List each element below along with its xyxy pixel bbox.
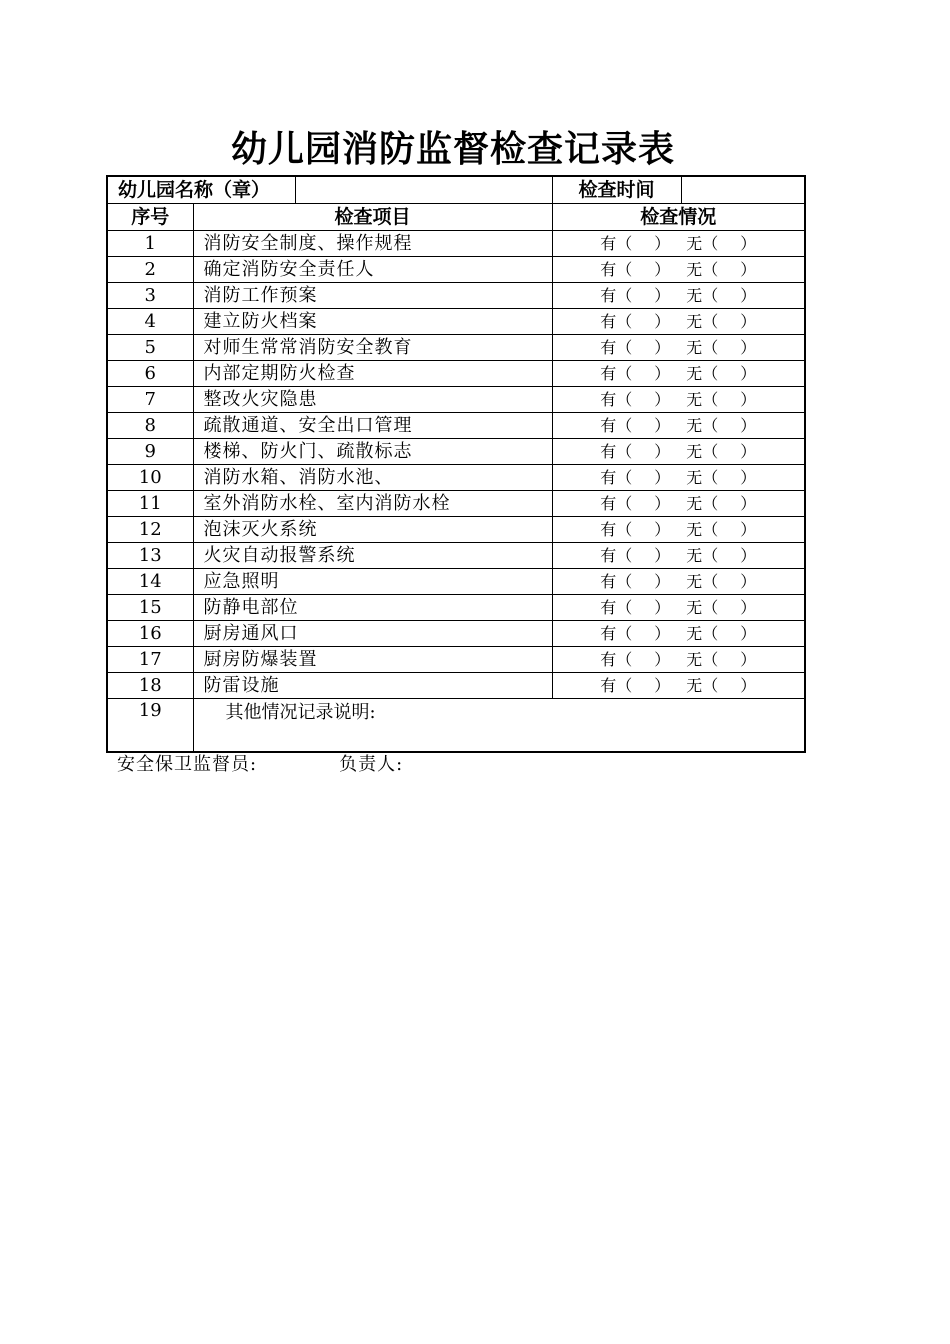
status-no-close: ）: [740, 363, 757, 383]
row-status[interactable]: [552, 257, 805, 283]
row-status[interactable]: [552, 335, 805, 361]
status-no-close: ）: [740, 337, 757, 357]
table-row: [107, 231, 805, 257]
status-no-label: 无（: [686, 259, 719, 279]
other-notes-field[interactable]: [193, 699, 805, 753]
status-yes-close: ）: [654, 597, 671, 617]
row-index: 12: [107, 517, 193, 543]
status-yes-label: 有（: [600, 467, 633, 487]
status-no-close: ）: [740, 519, 757, 539]
status-no-label: 无（: [686, 545, 719, 565]
row-status[interactable]: [552, 309, 805, 335]
row-status[interactable]: [552, 231, 805, 257]
status-no-close: ）: [740, 311, 757, 331]
table-row: [107, 673, 805, 699]
status-yes-label: 有（: [600, 571, 633, 591]
row-index: 11: [107, 491, 193, 517]
status-no-label: 无（: [686, 623, 719, 643]
inspection-time-label: 检查时间: [552, 176, 681, 204]
status-yes-close: ）: [654, 675, 671, 695]
other-notes-label: 其他情况记录说明:: [225, 702, 376, 723]
row-index: 1: [107, 231, 193, 257]
status-no-label: 无（: [686, 675, 719, 695]
row-index: 6: [107, 361, 193, 387]
status-no-label: 无（: [686, 389, 719, 409]
status-yes-label: 有（: [600, 675, 633, 695]
status-yes-label: 有（: [600, 285, 633, 305]
status-yes-close: ）: [654, 571, 671, 591]
row-item: 防静电部位: [193, 595, 552, 621]
row-item: 楼梯、防火门、疏散标志: [193, 439, 552, 465]
row-item: 消防水箱、消防水池、: [193, 465, 552, 491]
inspection-rows: [107, 231, 805, 699]
status-yes-close: ）: [654, 363, 671, 383]
row-status[interactable]: [552, 595, 805, 621]
status-yes-label: 有（: [600, 493, 633, 513]
table-row: [107, 257, 805, 283]
row-index: 17: [107, 647, 193, 673]
row-item: 确定消防安全责任人: [193, 257, 552, 283]
status-yes-close: ）: [654, 649, 671, 669]
row-item: 内部定期防火检查: [193, 361, 552, 387]
row-index: 3: [107, 283, 193, 309]
status-no-label: 无（: [686, 597, 719, 617]
table-row: [107, 595, 805, 621]
inspector-label: 安全保卫监督员:: [117, 754, 258, 775]
signature-line: [117, 753, 403, 777]
status-yes-close: ）: [654, 311, 671, 331]
status-no-close: ）: [740, 259, 757, 279]
row-status[interactable]: [552, 413, 805, 439]
status-no-close: ）: [740, 597, 757, 617]
status-yes-label: 有（: [600, 415, 633, 435]
header-row: [107, 176, 805, 204]
status-no-close: ）: [740, 623, 757, 643]
table-row: [107, 335, 805, 361]
status-yes-close: ）: [654, 467, 671, 487]
row-item: 室外消防水栓、室内消防水栓: [193, 491, 552, 517]
status-yes-close: ）: [654, 493, 671, 513]
row-item: 应急照明: [193, 569, 552, 595]
row-index: 13: [107, 543, 193, 569]
row-item: 疏散通道、安全出口管理: [193, 413, 552, 439]
status-yes-label: 有（: [600, 363, 633, 383]
status-yes-label: 有（: [600, 311, 633, 331]
status-no-label: 无（: [686, 519, 719, 539]
status-yes-label: 有（: [600, 597, 633, 617]
row-status[interactable]: [552, 569, 805, 595]
status-yes-close: ）: [654, 415, 671, 435]
row-item: 厨房防爆装置: [193, 647, 552, 673]
status-yes-close: ）: [654, 623, 671, 643]
status-yes-close: ）: [654, 259, 671, 279]
status-no-close: ）: [740, 649, 757, 669]
status-yes-label: 有（: [600, 649, 633, 669]
row-index: 18: [107, 673, 193, 699]
page-title: 幼儿园消防监督检查记录表: [230, 128, 675, 170]
status-no-label: 无（: [686, 285, 719, 305]
status-no-close: ）: [740, 467, 757, 487]
status-no-close: ）: [740, 675, 757, 695]
row-index: 7: [107, 387, 193, 413]
status-yes-close: ）: [654, 519, 671, 539]
row-index: 16: [107, 621, 193, 647]
status-no-close: ）: [740, 415, 757, 435]
table-row: [107, 621, 805, 647]
row-status[interactable]: [552, 361, 805, 387]
inspection-time-field[interactable]: [681, 176, 805, 204]
other-notes-row: [107, 699, 805, 753]
status-yes-close: ）: [654, 233, 671, 253]
status-yes-label: 有（: [600, 441, 633, 461]
row-status[interactable]: [552, 543, 805, 569]
status-yes-label: 有（: [600, 337, 633, 357]
table-row: [107, 569, 805, 595]
kindergarten-name-label: 幼儿园名称（章）: [107, 176, 295, 204]
column-header-status: 检查情况: [552, 204, 805, 231]
status-no-close: ）: [740, 545, 757, 565]
table-row: [107, 283, 805, 309]
row-index: 9: [107, 439, 193, 465]
column-header-item: 检查项目: [193, 204, 552, 231]
table-row: [107, 361, 805, 387]
row-item: 消防工作预案: [193, 283, 552, 309]
row-item: 整改火灾隐患: [193, 387, 552, 413]
status-no-label: 无（: [686, 441, 719, 461]
table-row: [107, 517, 805, 543]
row-status[interactable]: [552, 673, 805, 699]
status-yes-label: 有（: [600, 519, 633, 539]
status-yes-close: ）: [654, 545, 671, 565]
column-header-index: 序号: [107, 204, 193, 231]
row-item: 火灾自动报警系统: [193, 543, 552, 569]
status-yes-close: ）: [654, 285, 671, 305]
status-no-label: 无（: [686, 493, 719, 513]
row-item: 对师生常常消防安全教育: [193, 335, 552, 361]
responsible-person-label: 负责人:: [339, 754, 404, 775]
status-no-label: 无（: [686, 649, 719, 669]
table-row: [107, 387, 805, 413]
row-index: 14: [107, 569, 193, 595]
row-status[interactable]: [552, 439, 805, 465]
row-item: 防雷设施: [193, 673, 552, 699]
row-item: 建立防火档案: [193, 309, 552, 335]
kindergarten-name-field[interactable]: [295, 176, 552, 204]
status-no-close: ）: [740, 233, 757, 253]
status-no-close: ）: [740, 571, 757, 591]
status-yes-close: ）: [654, 337, 671, 357]
row-status[interactable]: [552, 517, 805, 543]
status-yes-label: 有（: [600, 259, 633, 279]
row-status[interactable]: [552, 621, 805, 647]
table-row: [107, 491, 805, 517]
table-row: [107, 439, 805, 465]
row-status[interactable]: [552, 647, 805, 673]
status-no-label: 无（: [686, 233, 719, 253]
status-no-label: 无（: [686, 415, 719, 435]
status-yes-close: ）: [654, 389, 671, 409]
row-index: 5: [107, 335, 193, 361]
table-row: [107, 413, 805, 439]
status-yes-label: 有（: [600, 389, 633, 409]
table-row: [107, 647, 805, 673]
row-status[interactable]: [552, 283, 805, 309]
row-index: 8: [107, 413, 193, 439]
row-item: 厨房通风口: [193, 621, 552, 647]
status-no-close: ）: [740, 441, 757, 461]
status-no-label: 无（: [686, 467, 719, 487]
status-no-label: 无（: [686, 337, 719, 357]
status-yes-label: 有（: [600, 545, 633, 565]
status-no-close: ）: [740, 285, 757, 305]
row-status[interactable]: [552, 465, 805, 491]
status-no-close: ）: [740, 493, 757, 513]
table-row: [107, 543, 805, 569]
column-header-row: [107, 204, 805, 231]
row-item: 消防安全制度、操作规程: [193, 231, 552, 257]
status-no-close: ）: [740, 389, 757, 409]
inspection-table: [106, 175, 806, 753]
status-yes-label: 有（: [600, 623, 633, 643]
table-row: [107, 309, 805, 335]
row-index: 2: [107, 257, 193, 283]
row-index: 4: [107, 309, 193, 335]
status-no-label: 无（: [686, 363, 719, 383]
table-row: [107, 465, 805, 491]
row-item: 泡沫灭火系统: [193, 517, 552, 543]
row-index: 10: [107, 465, 193, 491]
status-yes-close: ）: [654, 441, 671, 461]
status-yes-label: 有（: [600, 233, 633, 253]
row-index: 15: [107, 595, 193, 621]
status-no-label: 无（: [686, 311, 719, 331]
row-index: 19: [107, 699, 193, 753]
row-status[interactable]: [552, 387, 805, 413]
status-no-label: 无（: [686, 571, 719, 591]
row-status[interactable]: [552, 491, 805, 517]
